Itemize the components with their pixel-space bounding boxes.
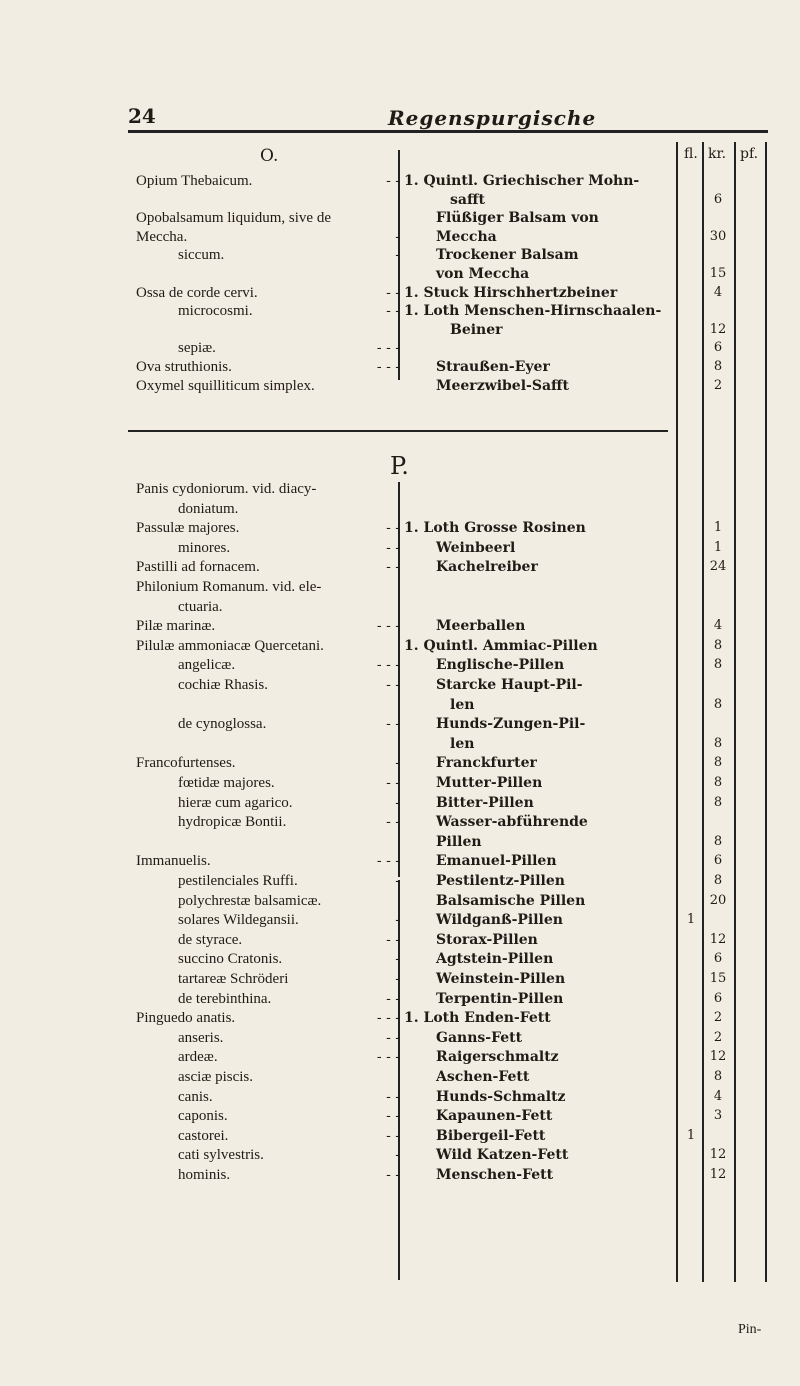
- table-row: [0, 656, 800, 674]
- latin-name: asciæ piscis.: [178, 1069, 253, 1085]
- table-row: [0, 209, 800, 227]
- leader-dashes: -: [395, 971, 400, 987]
- price-kr: 12: [709, 931, 727, 947]
- german-name: Meerballen: [436, 618, 526, 635]
- table-row: [0, 228, 800, 246]
- table-row: [0, 377, 800, 395]
- latin-name: Pilæ marinæ.: [136, 618, 216, 635]
- table-row: [0, 715, 800, 733]
- table-row: [0, 676, 800, 694]
- leader-dashes: - - -: [376, 359, 400, 375]
- latin-name: siccum.: [178, 247, 225, 264]
- table-row: [0, 265, 800, 283]
- leader-dashes: - -: [386, 520, 400, 537]
- table-row: [0, 339, 800, 357]
- price-kr: 8: [713, 873, 723, 888]
- latin-name: ctuaria.: [178, 598, 223, 615]
- table-row: [0, 1107, 800, 1125]
- price-kr: 12: [709, 321, 727, 337]
- price-kr: 6: [713, 853, 723, 869]
- table-row: [0, 990, 800, 1008]
- table-row: [0, 833, 800, 851]
- latin-name: hominis.: [178, 1167, 231, 1183]
- leader-dashes: -: [395, 951, 400, 968]
- table-row: [0, 872, 800, 890]
- german-name: Starcke Haupt-Pil-: [436, 677, 583, 693]
- latin-name: de styrace.: [178, 931, 243, 948]
- table-row: [0, 1088, 800, 1106]
- german-name: Balsamische Pillen: [436, 892, 586, 909]
- price-kr: 1: [713, 520, 723, 536]
- price-kr: 12: [709, 1049, 727, 1065]
- latin-name: Pinguedo anatis.: [136, 1010, 236, 1027]
- running-title: Regenspurgische: [388, 106, 597, 130]
- latin-name: Oxymel squilliticum simplex.: [136, 377, 315, 394]
- german-name: Wild Katzen-Fett: [436, 1147, 569, 1164]
- latin-name: pestilenciales Ruffi.: [178, 873, 298, 889]
- latin-name: polychrestæ balsamicæ.: [178, 892, 322, 909]
- price-kr: 8: [713, 637, 723, 653]
- german-name: Aschen-Fett: [436, 1069, 530, 1085]
- leader-dashes: - -: [386, 1108, 400, 1125]
- price-kr: 8: [713, 775, 723, 790]
- price-kr: 2: [713, 377, 723, 393]
- german-name: Meccha: [436, 228, 497, 245]
- leader-dashes: -: [395, 794, 400, 811]
- leader-dashes: - -: [386, 1127, 400, 1144]
- leader-dashes: -: [395, 873, 400, 889]
- german-name: 1. Loth Grosse Rosinen: [404, 520, 586, 537]
- latin-name: sepiæ.: [178, 340, 216, 357]
- price-kr: 6: [713, 951, 723, 967]
- price-kr: 8: [713, 794, 723, 810]
- table-row: [0, 813, 800, 831]
- german-name: Englische-Pillen: [436, 657, 565, 674]
- section-letter-p: P.: [390, 452, 409, 480]
- price-kr: 6: [713, 191, 723, 207]
- german-name: Ganns-Fett: [436, 1029, 523, 1046]
- leader-dashes: -: [395, 912, 400, 929]
- german-name: Mutter-Pillen: [436, 775, 543, 791]
- price-kr: 2: [713, 1010, 723, 1026]
- price-kr: 12: [709, 1147, 727, 1163]
- german-name: 1. Loth Enden-Fett: [404, 1010, 551, 1027]
- table-row: [0, 774, 800, 792]
- latin-name: hieræ cum agarico.: [178, 794, 293, 811]
- table-row: [0, 284, 800, 302]
- table-row: [0, 539, 800, 557]
- table-row: [0, 191, 800, 209]
- price-kr: 8: [713, 657, 723, 673]
- table-row: [0, 970, 800, 988]
- table-row: [0, 358, 800, 376]
- table-row: [0, 1068, 800, 1086]
- german-name: 1. Quintl. Ammiac-Pillen: [404, 637, 598, 654]
- latin-name: cati sylvestris.: [178, 1147, 264, 1164]
- latin-name: Passulæ majores.: [136, 520, 240, 537]
- table-row: [0, 617, 800, 635]
- table-row: [0, 1029, 800, 1047]
- latin-name: angelicæ.: [178, 657, 236, 674]
- latin-name: Immanuelis.: [136, 853, 211, 870]
- latin-name: tartareæ Schröderi: [178, 971, 289, 987]
- latin-name: anseris.: [178, 1029, 224, 1046]
- latin-name: Meccha.: [136, 228, 188, 245]
- table-row: [0, 519, 800, 537]
- latin-name: minores.: [178, 539, 231, 556]
- price-kr: 4: [713, 618, 723, 634]
- price-kr: 1: [713, 539, 723, 555]
- leader-dashes: - -: [386, 677, 400, 693]
- latin-name: Philonium Romanum. vid. ele-: [136, 579, 322, 595]
- table-row: [0, 598, 800, 616]
- leader-dashes: - - -: [376, 657, 400, 674]
- price-kr: 15: [709, 266, 727, 281]
- table-row: [0, 931, 800, 949]
- leader-dashes: - - -: [376, 1049, 400, 1066]
- german-name: Flüßiger Balsam von: [436, 210, 599, 227]
- latin-name: Ova struthionis.: [136, 359, 232, 375]
- price-kr: 24: [709, 559, 727, 575]
- table-row: [0, 1166, 800, 1184]
- leader-dashes: - -: [386, 539, 400, 556]
- section-rule: [128, 430, 668, 432]
- table-row: [0, 302, 800, 320]
- latin-name: doniatum.: [178, 500, 239, 517]
- german-name: len: [450, 696, 475, 713]
- latin-name: ardeæ.: [178, 1049, 218, 1066]
- latin-name: castorei.: [178, 1127, 229, 1144]
- latin-name: fœtidæ majores.: [178, 775, 275, 791]
- table-row: [0, 480, 800, 498]
- german-name: 1. Stuck Hirschhertzbeiner: [404, 284, 618, 301]
- price-kr: 30: [709, 228, 727, 244]
- price-kr: 8: [713, 833, 723, 849]
- german-name: Agtstein-Pillen: [436, 951, 554, 968]
- leader-dashes: - -: [386, 814, 400, 831]
- leader-dashes: -: [395, 228, 400, 245]
- table-row: [0, 321, 800, 339]
- leader-dashes: - -: [386, 931, 400, 948]
- german-name: Straußen-Eyer: [436, 359, 550, 375]
- price-kr: 2: [713, 1029, 723, 1045]
- price-kr: 4: [713, 284, 723, 300]
- leader-dashes: - -: [386, 775, 400, 791]
- german-name: Raigerschmaltz: [436, 1049, 559, 1066]
- table-row: [0, 172, 800, 190]
- leader-dashes: - -: [386, 303, 400, 320]
- table-row: [0, 1009, 800, 1027]
- leader-dashes: - -: [386, 559, 400, 576]
- price-fl: 1: [686, 1127, 696, 1143]
- price-kr: 6: [713, 340, 723, 356]
- catchword: Pin-: [738, 1322, 762, 1337]
- table-row: [0, 852, 800, 870]
- table-row: [0, 578, 800, 596]
- german-name: Beiner: [450, 321, 503, 338]
- price-kr: 15: [709, 971, 727, 986]
- leader-dashes: - -: [386, 284, 400, 301]
- table-row: [0, 735, 800, 753]
- german-name: Pestilentz-Pillen: [436, 873, 565, 889]
- leader-dashes: - - -: [376, 1010, 400, 1027]
- german-name: len: [450, 735, 475, 752]
- latin-name: solares Wildegansii.: [178, 912, 299, 929]
- price-kr: 8: [713, 735, 723, 751]
- german-name: Emanuel-Pillen: [436, 853, 557, 870]
- latin-name: Panis cydoniorum. vid. diacy-: [136, 481, 317, 497]
- german-name: Weinbeerl: [436, 539, 516, 556]
- price-kr: 8: [713, 696, 723, 712]
- header-rule: [128, 130, 768, 133]
- latin-name: Opium Thebaicum.: [136, 173, 253, 189]
- price-kr: 20: [709, 892, 727, 908]
- leader-dashes: - -: [386, 716, 400, 733]
- german-name: Wildganß-Pillen: [436, 912, 563, 929]
- latin-name: Francofurtenses.: [136, 755, 236, 772]
- table-row: [0, 637, 800, 655]
- leader-dashes: -: [395, 247, 400, 264]
- latin-name: Pilulæ ammoniacæ Quercetani.: [136, 637, 324, 654]
- price-kr: 8: [713, 1069, 723, 1084]
- leader-dashes: - - -: [376, 340, 400, 357]
- german-name: Bibergeil-Fett: [436, 1127, 546, 1144]
- table-row: [0, 558, 800, 576]
- german-name: Meerzwibel-Safft: [436, 377, 569, 394]
- german-name: Terpentin-Pillen: [436, 990, 564, 1007]
- leader-dashes: - -: [386, 173, 400, 189]
- column-header-fl: fl.: [684, 146, 698, 162]
- price-kr: 3: [713, 1108, 723, 1124]
- table-row: [0, 892, 800, 910]
- german-name: safft: [450, 191, 485, 208]
- table-row: [0, 246, 800, 264]
- german-name: Menschen-Fett: [436, 1167, 554, 1183]
- german-name: Hunds-Zungen-Pil-: [436, 716, 586, 733]
- german-name: Storax-Pillen: [436, 931, 538, 948]
- leader-dashes: - -: [386, 1029, 400, 1046]
- column-header-pf: pf.: [740, 146, 759, 162]
- leader-dashes: - -: [386, 1088, 400, 1105]
- leader-dashes: - -: [386, 990, 400, 1007]
- german-name: Pillen: [436, 833, 482, 850]
- leader-dashes: - - -: [376, 853, 400, 870]
- price-kr: 6: [713, 990, 723, 1006]
- latin-name: microcosmi.: [178, 303, 253, 320]
- page-number: 24: [128, 104, 156, 128]
- table-row: [0, 754, 800, 772]
- latin-name: hydropicæ Bontii.: [178, 814, 287, 831]
- latin-name: Opobalsamum liquidum, sive de: [136, 210, 331, 227]
- price-kr: 4: [713, 1088, 723, 1104]
- german-name: Weinstein-Pillen: [436, 971, 566, 987]
- german-name: von Meccha: [436, 266, 530, 282]
- table-row: [0, 1146, 800, 1164]
- leader-dashes: -: [395, 1147, 400, 1164]
- leader-dashes: - -: [386, 1167, 400, 1183]
- column-header-kr: kr.: [708, 146, 727, 162]
- german-name: Wasser-abführende: [436, 814, 588, 831]
- table-row: [0, 950, 800, 968]
- table-row: [0, 794, 800, 812]
- german-name: Trockener Balsam: [436, 247, 579, 264]
- table-row: [0, 500, 800, 518]
- latin-name: canis.: [178, 1088, 213, 1105]
- german-name: 1. Quintl. Griechischer Mohn-: [404, 173, 640, 189]
- german-name: Kachelreiber: [436, 559, 538, 576]
- table-row: [0, 1127, 800, 1145]
- leader-dashes: -: [395, 755, 400, 772]
- german-name: Hunds-Schmaltz: [436, 1088, 566, 1105]
- table-row: [0, 696, 800, 714]
- german-name: Kapaunen-Fett: [436, 1108, 553, 1125]
- price-fl: 1: [686, 912, 696, 928]
- latin-name: Ossa de corde cervi.: [136, 284, 258, 301]
- latin-name: caponis.: [178, 1108, 228, 1125]
- section-letter-o: O.: [260, 146, 279, 166]
- german-name: 1. Loth Menschen-Hirnschaalen-: [404, 303, 662, 320]
- price-kr: 12: [709, 1167, 727, 1182]
- leader-dashes: - - -: [376, 618, 400, 635]
- latin-name: Pastilli ad fornacem.: [136, 559, 260, 576]
- german-name: Bitter-Pillen: [436, 794, 534, 811]
- table-row: [0, 911, 800, 929]
- german-name: Franckfurter: [436, 755, 537, 772]
- price-kr: 8: [713, 359, 723, 374]
- latin-name: cochiæ Rhasis.: [178, 677, 268, 693]
- table-row: [0, 1048, 800, 1066]
- latin-name: de terebinthina.: [178, 990, 272, 1007]
- latin-name: de cynoglossa.: [178, 716, 267, 733]
- price-kr: 8: [713, 755, 723, 771]
- latin-name: succino Cratonis.: [178, 951, 283, 968]
